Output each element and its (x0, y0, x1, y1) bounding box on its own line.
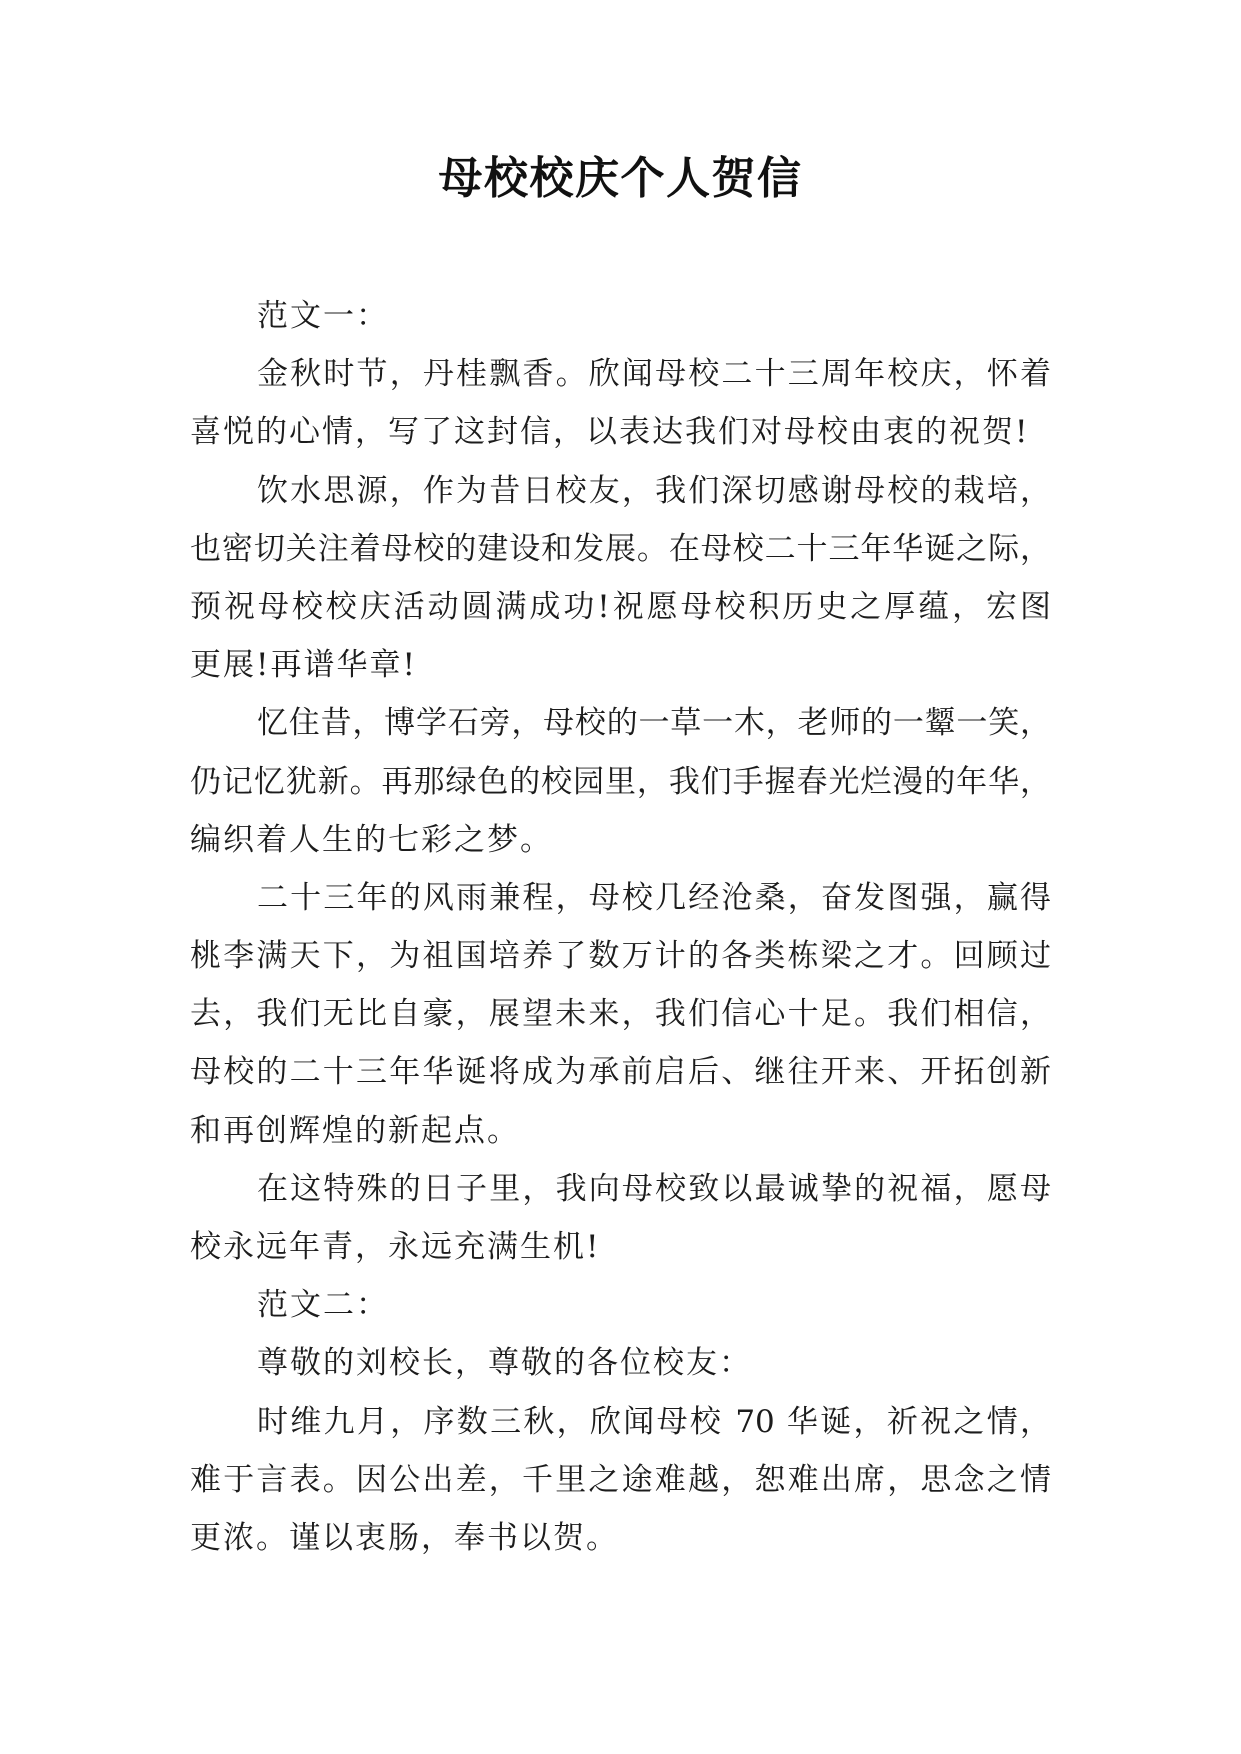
text-line: 在这特殊的日子里，我向母校致以最诚挚的祝福，愿母 (257, 1170, 1051, 1207)
text-line: 和再创辉煌的新起点。 (190, 1112, 520, 1149)
text-line: 也密切关注着母校的建设和发展。在母校二十三年华诞之际， (190, 530, 1051, 567)
paragraph (190, 694, 1051, 869)
text-line: 二十三年的风雨兼程，母校几经沧桑，奋发图强，赢得 (257, 879, 1051, 916)
text-line: 更浓。谨以衷肠，奉书以贺。 (190, 1519, 619, 1556)
paragraph (190, 1393, 1051, 1568)
text-line: 尊敬的刘校长，尊敬的各位校友： (257, 1345, 752, 1382)
paragraph-sample-two-heading (190, 1276, 1051, 1334)
text-line: 仍记忆犹新。再那绿色的校园里，我们手握春光烂漫的年华， (190, 763, 1051, 800)
paragraph (190, 1160, 1051, 1276)
text-line: 饮水思源，作为昔日校友，我们深切感谢母校的栽培， (257, 472, 1051, 509)
text-line: 桃李满天下，为祖国培养了数万计的各类栋梁之才。回顾过 (190, 938, 1051, 975)
text-line: 忆住昔，博学石旁，母校的一草一木，老师的一颦一笑， (257, 705, 1051, 742)
text-line: 范文一： (257, 298, 389, 334)
paragraph-salutation (190, 1334, 1051, 1392)
paragraph (190, 869, 1051, 1160)
paragraph (190, 345, 1051, 461)
document-title: 母校校庆个人贺信 (438, 153, 803, 204)
paragraph-sample-one-heading (190, 287, 1051, 345)
text-line: 金秋时节，丹桂飘香。欣闻母校二十三周年校庆，怀着 (257, 356, 1051, 393)
text-line: 范文二： (257, 1287, 389, 1324)
text-line: 去，我们无比自豪，展望未来，我们信心十足。我们相信， (190, 996, 1051, 1033)
text-line: 校永远年青，永远充满生机! (190, 1229, 601, 1265)
text-line: 更展!再谱华章! (190, 647, 417, 684)
text-line: 编织着人生的七彩之梦。 (190, 821, 553, 858)
paragraph (190, 462, 1051, 695)
text-line: 难于言表。因公出差，千里之途难越，恕难出席，思念之情 (190, 1461, 1051, 1498)
text-line: 喜悦的心情，写了这封信，以表达我们对母校由衷的祝贺! (190, 414, 1030, 451)
text-line: 预祝母校校庆活动圆满成功!祝愿母校积历史之厚蕴，宏图 (190, 588, 1051, 625)
text-line: 时维九月，序数三秋，欣闻母校 70 华诞，祈祝之情， (257, 1403, 1051, 1440)
text-line: 母校的二十三年华诞将成为承前启后、继往开来、开拓创新 (190, 1054, 1051, 1091)
document-body (190, 287, 1051, 1567)
